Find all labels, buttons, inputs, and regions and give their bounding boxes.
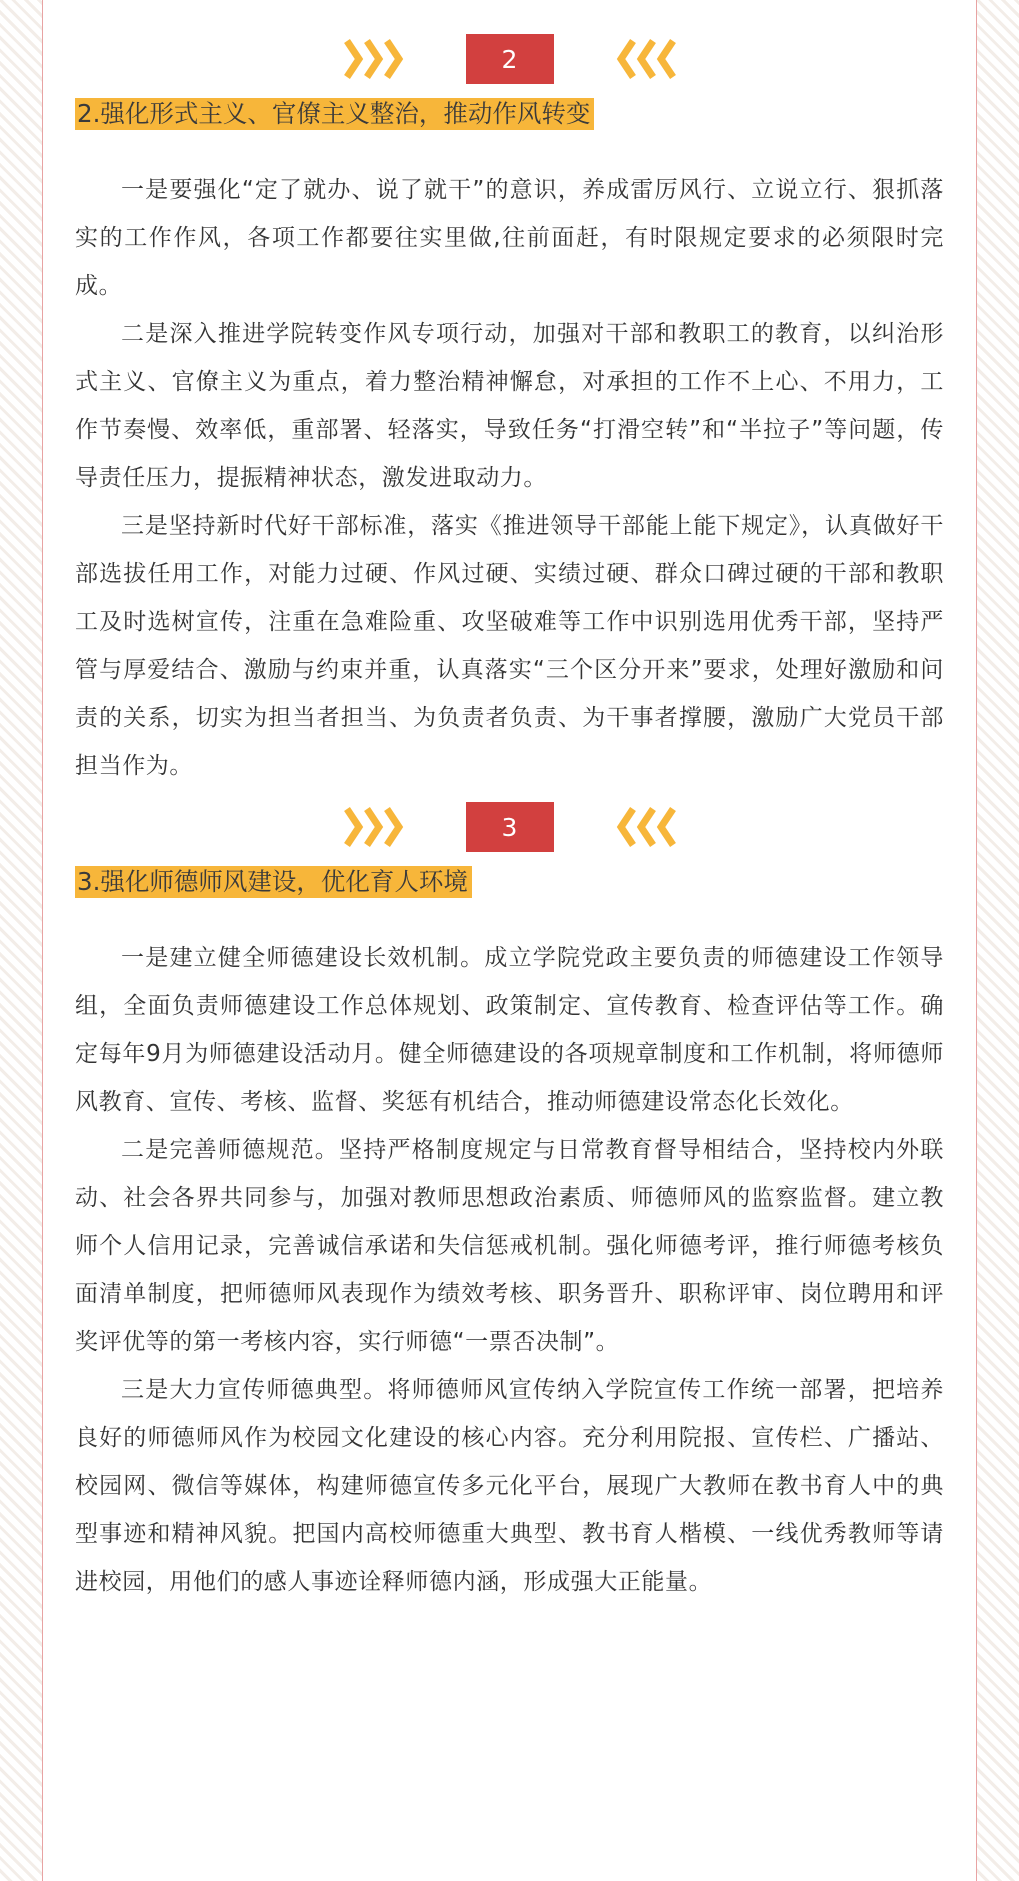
section-number-badge: 3 <box>466 802 554 852</box>
chevron-right-icon <box>336 805 416 849</box>
section-number-badge: 2 <box>466 34 554 84</box>
section-heading: 3.强化师德师风建设，优化育人环境 <box>75 866 472 898</box>
paragraph: 二是深入推进学院转变作风专项行动，加强对干部和教职工的教育，以纠治形式主义、官僚主义为重点，着力整治精神懈怠，对承担的工作不上心、不用力，工作节奏慢、效率低，重部署、轻落实，导致任务“打滑空转”和“半拉子”等问题，传导责任压力，提振精神状态，激发进取动力。 <box>75 321 944 491</box>
paragraph: 一是要强化“定了就办、说了就干”的意识，养成雷厉风行、立说立行、狠抓落实的工作作风，各项工作都要往实里做,往前面赶，有时限规定要求的必须限时完成。 <box>75 177 944 299</box>
paragraph: 二是完善师德规范。坚持严格制度规定与日常教育督导相结合，坚持校内外联动、社会各界共同参与，加强对教师思想政治素质、师德师风的监察监督。建立教师个人信用记录，完善诚信承诺和失信惩戒机制。强化师德考评，推行师德考核负面清单制度，把师德师风表现作为绩效考核、职务晋升、职称评审、岗位聘用和评奖评优等的第一考核内容，实行师德“一票否决制”。 <box>75 1137 944 1355</box>
section-heading: 2.强化形式主义、官僚主义整治，推动作风转变 <box>75 98 594 130</box>
chevron-right-icon <box>336 37 416 81</box>
paragraph: 三是大力宣传师德典型。将师德师风宣传纳入学院宣传工作统一部署，把培养良好的师德师风作为校园文化建设的核心内容。充分利用院报、宣传栏、广播站、校园网、微信等媒体，构建师德宣传多元化平台，展现广大教师在教书育人中的典型事迹和精神风貌。把国内高校师德重大典型、教书育人楷模、一线优秀教师等请进校园，用他们的感人事迹诠释师德内涵，形成强大正能量。 <box>75 1377 944 1595</box>
article-content <box>75 0 944 1606</box>
paragraph: 三是坚持新时代好干部标准，落实《推进领导干部能上能下规定》，认真做好干部选拔任用工作，对能力过硬、作风过硬、实绩过硬、群众口碑过硬的干部和教职工及时选树宣传，注重在急难险重、攻坚破难等工作中识别选用优秀干部，坚持严管与厚爱结合、激励与约束并重，认真落实“三个区分开来”要求，处理好激励和问责的关系，切实为担当者担当、为负责者负责、为干事者撑腰，激励广大党员干部担当作为。 <box>75 513 944 779</box>
chevron-left-icon <box>604 37 684 81</box>
section-divider <box>75 800 944 854</box>
paragraph: 一是建立健全师德建设长效机制。成立学院党政主要负责的师德建设工作领导组，全面负责师德建设工作总体规划、政策制定、宣传教育、检查评估等工作。确定每年9月为师德建设活动月。健全师德建设的各项规章制度和工作机制，将师德师风教育、宣传、考核、监督、奖惩有机结合，推动师德建设常态化长效化。 <box>75 945 944 1115</box>
left-stripe-border <box>0 0 42 1881</box>
section-divider <box>75 32 944 86</box>
article-page <box>42 0 977 1881</box>
chevron-left-icon <box>604 805 684 849</box>
right-stripe-border <box>977 0 1019 1881</box>
